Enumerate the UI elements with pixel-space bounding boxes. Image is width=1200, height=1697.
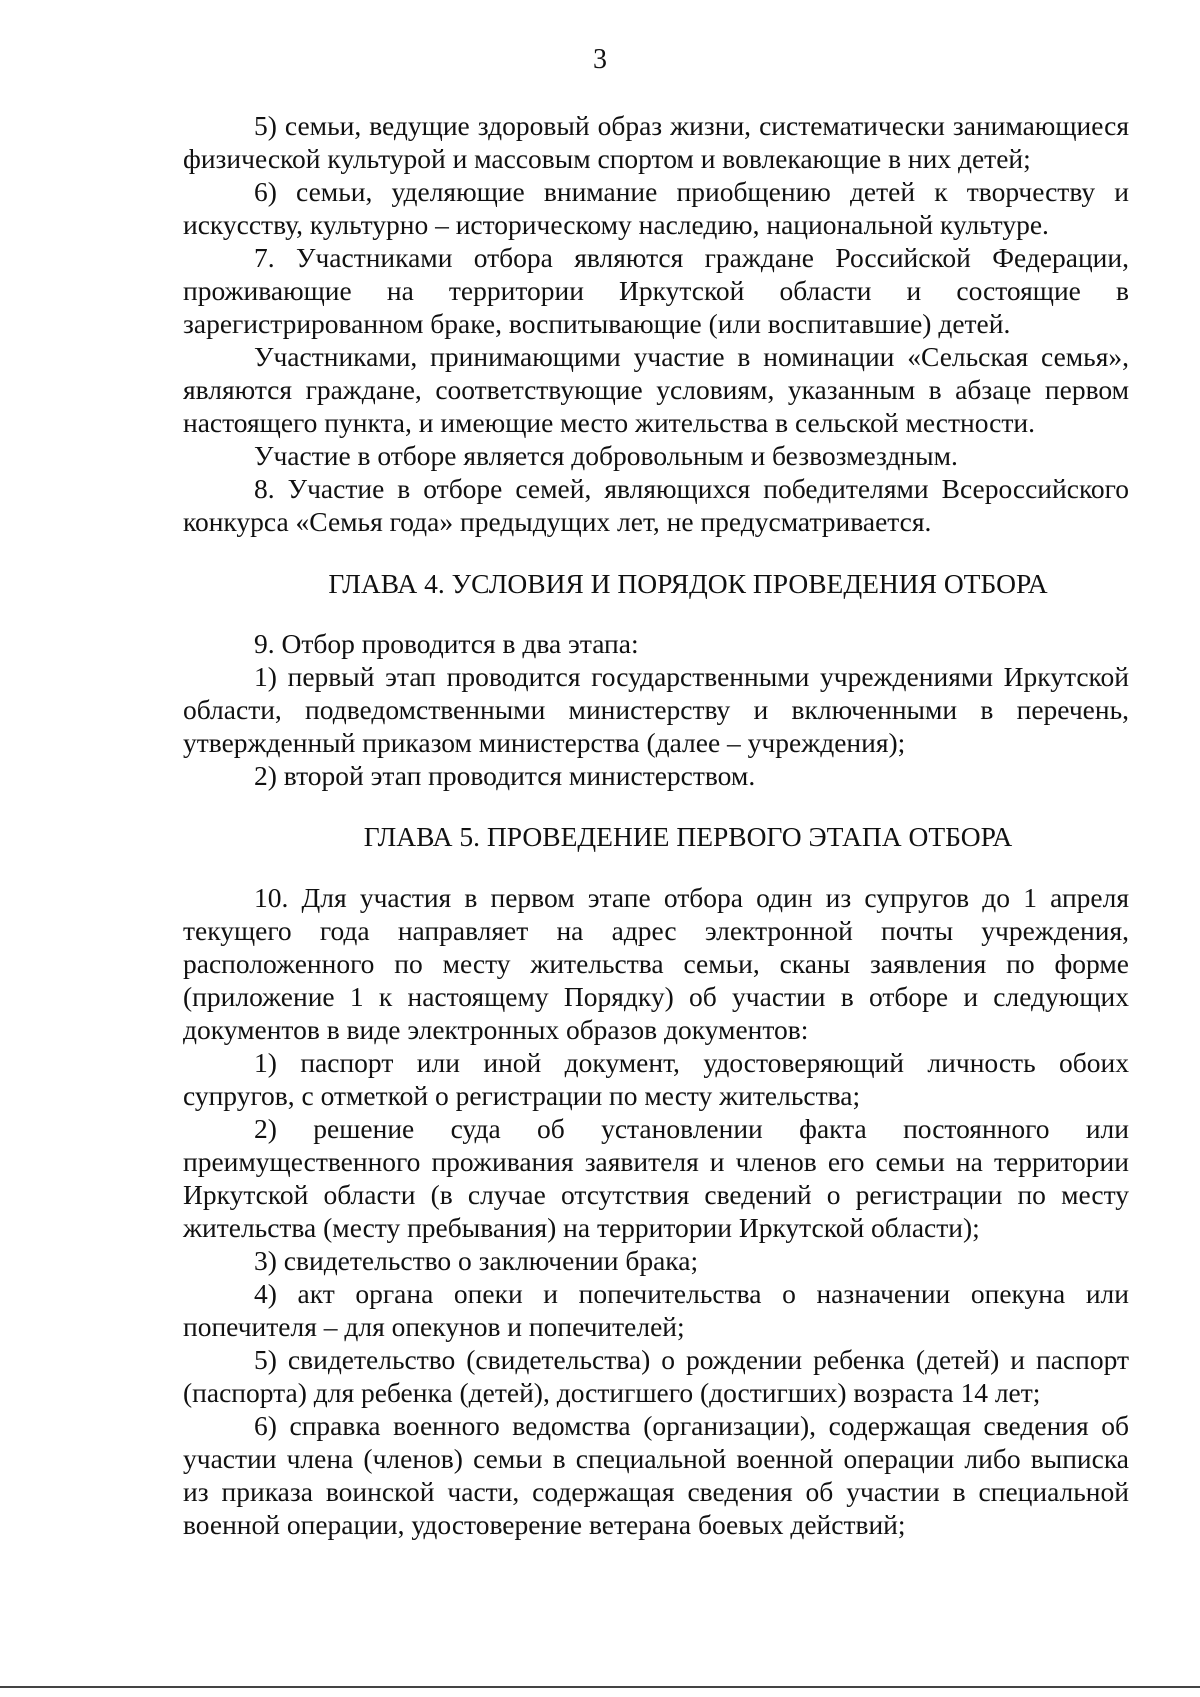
paragraph-6-culture: 6) семьи, уделяющие внимание приобщению детей к творчеству и искусству, культурно – историческому наследию, национальной культуре. <box>183 176 1129 240</box>
paragraph-rural-family: Участниками, принимающими участие в номинации «Сельская семья», являются граждане, соответствующие условиям, указанным в абзаце первом настоящего пункта, и имеющие место жительства в сельской местности. <box>183 341 1129 438</box>
document-body <box>183 109 1129 1541</box>
page-number: 3 <box>593 44 607 75</box>
list-item-passport: 1) паспорт или иной документ, удостоверяющий личность обоих супругов, с отметкой о регистрации по месту жительства; <box>183 1047 1129 1111</box>
paragraph-stage-2: 2) второй этап проводится министерством. <box>254 760 756 791</box>
page-bottom-rule <box>0 1686 1200 1688</box>
list-item-guardianship-act: 4) акт органа опеки и попечительства о назначении опекуна или попечителя – для опекунов и попечителей; <box>183 1278 1129 1342</box>
list-item-military-certificate: 6) справка военного ведомства (организации), содержащая сведения об участии члена (членов) семьи в специальной военной операции либо выписка из приказа воинской части, содержащая сведения об участии в специальной военной операции, удостоверение ветерана боевых действий; <box>183 1410 1129 1540</box>
list-item-birth-certificate: 5) свидетельство (свидетельства) о рождении ребенка (детей) и паспорт (паспорта) для ребенка (детей), достигшего (достигших) возраста 14 лет; <box>183 1344 1129 1408</box>
list-item-court-decision: 2) решение суда об установлении факта постоянного или преимущественного проживания заявителя и членов его семьи на территории Иркутской области (в случае отсутствия сведений о регистрации по месту жительства (месту пребывания) на территории Иркутской области); <box>183 1113 1129 1243</box>
paragraph-stage-1: 1) первый этап проводится государственными учреждениями Иркутской области, подведомственными министерству и включенными в перечень, утвержденный приказом министерства (далее – учреждения); <box>183 661 1129 758</box>
paragraph-9-stages: 9. Отбор проводится в два этапа: <box>254 628 639 659</box>
paragraph-7-participants: 7. Участниками отбора являются граждане Российской Федерации, проживающие на территории Иркутской области и состоящие в зарегистрированном браке, воспитывающие (или воспитавшие) детей. <box>183 242 1129 339</box>
chapter-5-heading: ГЛАВА 5. ПРОВЕДЕНИЕ ПЕРВОГО ЭТАПА ОТБОРА <box>363 821 1013 852</box>
paragraph-8-winners: 8. Участие в отборе семей, являющихся победителями Всероссийского конкурса «Семья года» предыдущих лет, не предусматривается. <box>183 473 1129 537</box>
paragraph-10-application: 10. Для участия в первом этапе отбора один из супругов до 1 апреля текущего года направляет на адрес электронной почты учреждения, расположенного по месту жительства семьи, сканы заявления по форме (приложение 1 к настоящему Порядку) об участии в отборе и следующих документов в виде электронных образов документов: <box>183 882 1129 1045</box>
paragraph-voluntary: Участие в отборе является добровольным и безвозмездным. <box>254 440 958 471</box>
chapter-4-heading: ГЛАВА 4. УСЛОВИЯ И ПОРЯДОК ПРОВЕДЕНИЯ ОТБОРА <box>328 568 1048 599</box>
paragraph-5-healthy-lifestyle: 5) семьи, ведущие здоровый образ жизни, систематически занимающиеся физической культурой и массовым спортом и вовлекающие в них детей; <box>183 110 1129 174</box>
list-item-marriage-certificate: 3) свидетельство о заключении брака; <box>254 1245 699 1276</box>
